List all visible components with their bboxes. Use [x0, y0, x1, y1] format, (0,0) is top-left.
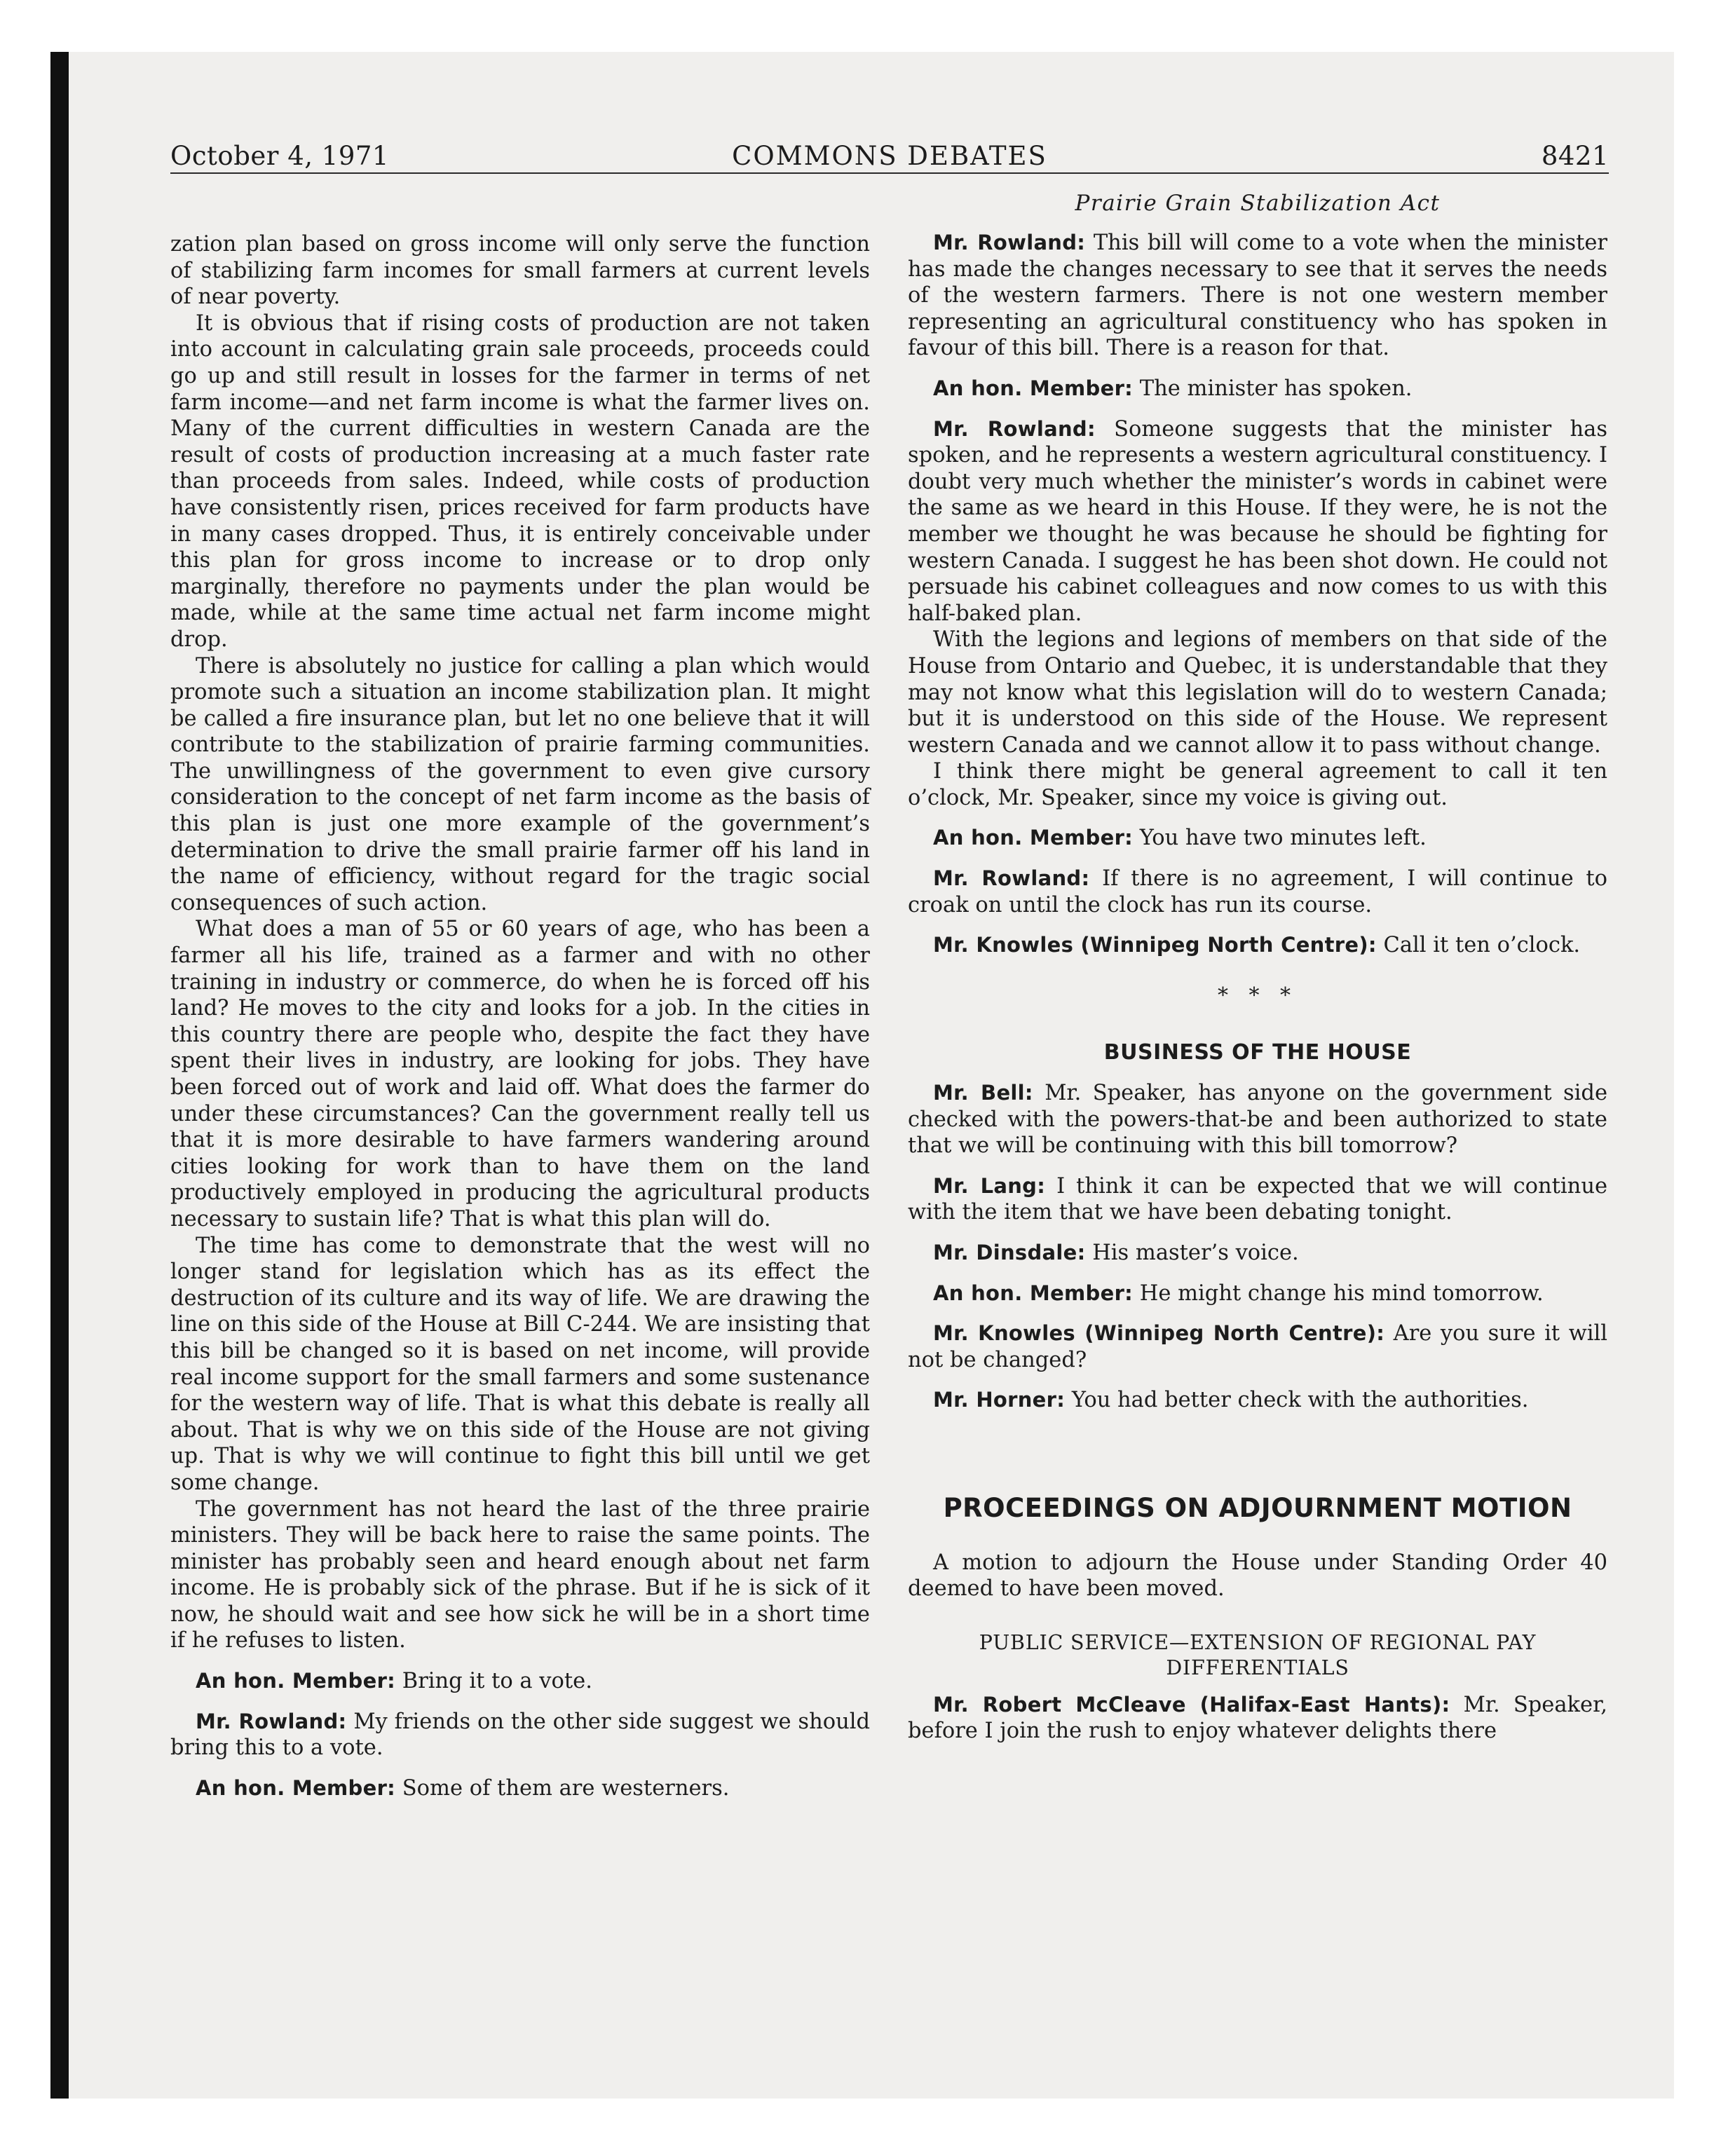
speech: Mr. Horner: You had better check with the authorities. [933, 1388, 1529, 1413]
paragraph: zation plan based on gross income will only serve the function of stabilizing farm incomes for small farmers at current levels of near poverty. [170, 232, 870, 310]
speech: An hon. Member: You have two minutes left. [933, 826, 1427, 851]
speech: Mr. Knowles (Winnipeg North Centre): Are you sure it will not be changed? [908, 1321, 1607, 1372]
header-rule [170, 172, 1609, 174]
speech: An hon. Member: Bring it to a vote. [196, 1669, 592, 1694]
speaker-name: An hon. Member: [933, 826, 1134, 850]
paragraph: What does a man of 55 or 60 years of age, who has been a farmer all his life, trained as a farmer and with no other training in industry or commerce, do when he is forced off his land? He moves to the city and looks for a job. In the cities in this country there are people who, despite the fact they have spent their lives in industry, are looking for jobs. They have been forced out of work and laid off. What does the farmer do under these circumstances? Can the government really tell us that it is more desirable to have farmers wandering around cities looking for work than to have them on the land productively employed in producing the agricultural products necessary to sustain life? That is what this plan will do. [170, 917, 870, 1231]
major-heading: PROCEEDINGS ON ADJOURNMENT MOTION [943, 1492, 1572, 1523]
paragraph: With the legions and legions of members on that side of the House from Ontario and Quebec, it is understandable that they may not know what this legislation will do to western Canada; but it is understood on this side of the House. We represent western Canada and we cannot allow it to pass without change. [908, 627, 1607, 758]
speaker-name: Mr. Knowles (Winnipeg North Centre): [933, 933, 1377, 957]
speaker-name: Mr. Bell: [933, 1081, 1033, 1105]
speaker-name: Mr. Lang: [933, 1173, 1046, 1198]
speaker-name: An hon. Member: [196, 1669, 396, 1693]
header-publication: COMMONS DEBATES [732, 141, 1047, 171]
speaker-name: Mr. Rowland: [933, 231, 1086, 254]
speaker-name: Mr. Dinsdale: [933, 1241, 1086, 1264]
speech: Mr. Dinsdale: His master’s voice. [933, 1241, 1299, 1265]
paragraph: The time has come to demonstrate that the west will no longer stand for legislation which has as its effect the destruction of its culture and its way of life. We are drawing the line on this side of the House at Bill C-244. We are insisting that this bill be changed so it is based on net income, will provide real income support for the small farmers and some sustenance for the western way of life. That is what this debate is really all about. That is why we on this side of the House are not giving up. That is why we will continue to fight this bill until we get some change. [170, 1233, 870, 1495]
left-column [170, 231, 870, 1801]
speaker-name: Mr. Horner: [933, 1388, 1066, 1412]
speaker-name: Mr. Knowles (Winnipeg North Centre): [933, 1321, 1385, 1346]
section-separator: * * * [1217, 983, 1298, 1008]
paragraph: It is obvious that if rising costs of production are not taken into account in calculating grain sale proceeds, proceeds could go up and still result in losses for the farmer in terms of net farm income—and net farm income is what the farmer lives on. Many of the current difficulties in western Canada are the result of costs of production increasing at a much faster rate than proceeds from sales. Indeed, while costs of production have consistently risen, prices received for farm products have in many cases dropped. Thus, it is entirely conceivable under this plan for gross income to increase or to drop only marginally, therefore no payments under the plan would be made, while at the same time actual net farm income might drop. [170, 311, 870, 652]
speech: An hon. Member: Some of them are westerners. [196, 1775, 730, 1801]
speaker-name: Mr. Robert McCleave (Halifax-East Hants): [933, 1692, 1450, 1717]
speech: Mr. Robert McCleave (Halifax-East Hants): Mr. Speaker, before I join the rush to enjoy whatever delights there [908, 1692, 1607, 1744]
header-date: October 4, 1971 [170, 141, 389, 171]
speech: Mr. Rowland: If there is no agreement, I will continue to croak on until the clock has run its course. [908, 866, 1608, 917]
paragraph: I think there might be general agreement to call it ten o’clock, Mr. Speaker, since my voice is giving out. [908, 759, 1607, 810]
speech: Mr. Rowland: This bill will come to a vote when the minister has made the changes necessary to see that it serves the needs of the western farmers. There is not one western member representing an agricultural constituency who has spoken in favour of this bill. There is a reason for that. [908, 231, 1607, 361]
speaker-name: Mr. Rowland: [196, 1709, 347, 1733]
speaker-name: An hon. Member: [196, 1775, 396, 1800]
binding-edge [50, 52, 69, 2099]
speaker-name: An hon. Member: [933, 376, 1134, 400]
speaker-name: Mr. Rowland: [933, 416, 1096, 441]
speech: Mr. Rowland: Someone suggests that the minister has spoken, and he represents a western agricultural constituency. I doubt very much whether the minister’s words in cabinet were the same as we heard in this House. If they were, he is not the member we thought he was because he should be fighting for western Canada. I suggest he has been shot down. He could not persuade his cabinet colleagues and now comes to us with this half-baked plan. [908, 416, 1607, 626]
speaker-name: Mr. Rowland: [933, 866, 1090, 891]
speaker-name: An hon. Member: [933, 1281, 1134, 1305]
speech: Mr. Knowles (Winnipeg North Centre): Call it ten o’clock. [933, 933, 1581, 958]
speech: An hon. Member: He might change his mind tomorrow. [933, 1281, 1544, 1306]
subheading: PUBLIC SERVICE—EXTENSION OF REGIONAL PAY DIFFERENTIALS [979, 1630, 1537, 1679]
right-column [908, 189, 1607, 1745]
header-page-number: 8421 [1541, 141, 1609, 171]
motion-paragraph: A motion to adjourn the House under Standing Order 40 deemed to have been moved. [908, 1550, 1607, 1602]
section-heading: BUSINESS OF THE HOUSE [1103, 1040, 1412, 1065]
running-head: Prairie Grain Stabilization Act [1075, 191, 1441, 216]
speech: Mr. Bell: Mr. Speaker, has anyone on the government side checked with the powers-that-be and been authorized to state that we will be continuing with this bill tomorrow? [908, 1081, 1607, 1159]
speech: Mr. Rowland: My friends on the other side suggest we should bring this to a vote. [170, 1709, 871, 1761]
speech: An hon. Member: The minister has spoken. [933, 376, 1413, 401]
speech: Mr. Lang: I think it can be expected that we will continue with the item that we have been debating tonight. [908, 1173, 1608, 1225]
page-header [170, 140, 1609, 172]
paragraph: There is absolutely no justice for calling a plan which would promote such a situation an income stabilization plan. It might be called a fire insurance plan, but let no one believe that it will contribute to the stabilization of prairie farming communities. The unwillingness of the government to even give cursory consideration to the concept of net farm income as the basis of this plan is just one more example of the government’s determination to drive the small prairie farmer off his land in the name of efficiency, without regard for the tragic social consequences of such action. [170, 653, 870, 915]
paragraph: The government has not heard the last of the three prairie ministers. They will be back here to raise the same points. The minister has probably seen and heard enough about net farm income. He is probably sick of the phrase. But if he is sick of it now, he should wait and see how sick he will be in a short time if he refuses to listen. [170, 1496, 870, 1653]
